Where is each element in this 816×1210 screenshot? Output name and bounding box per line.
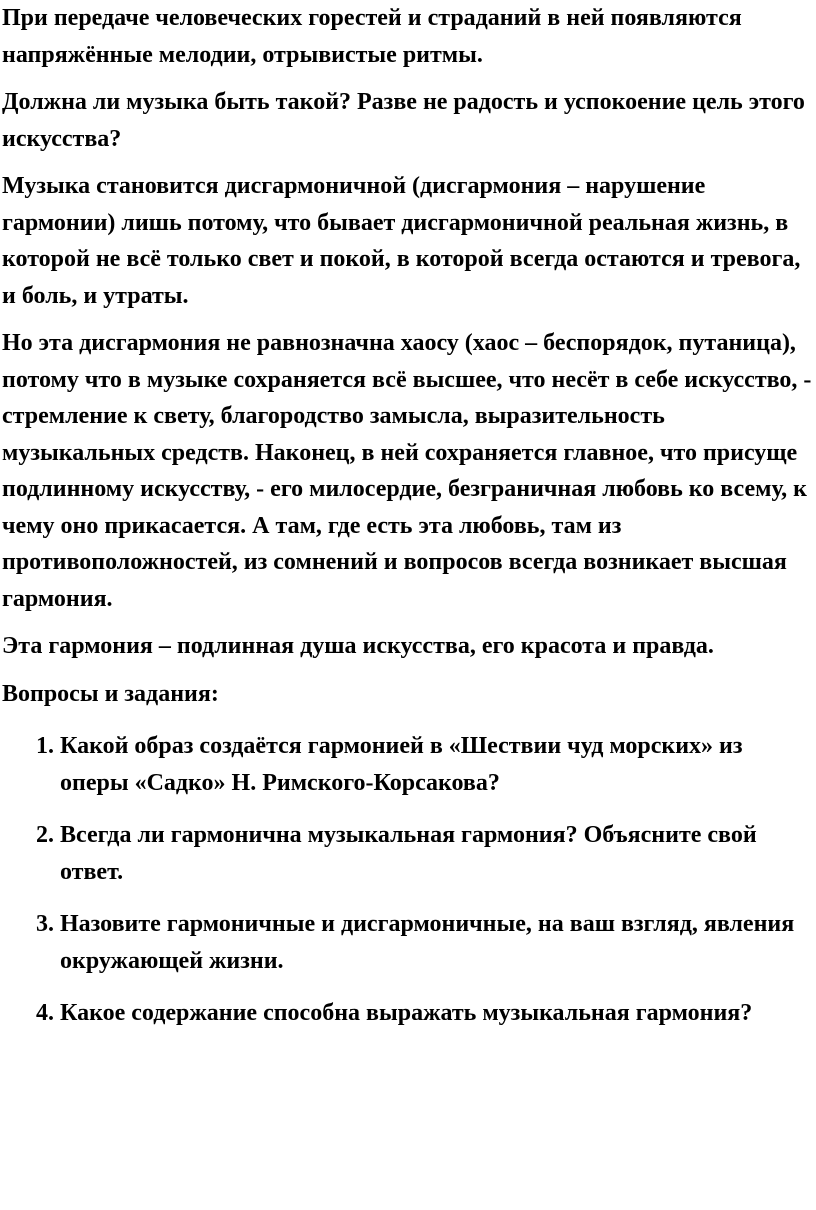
paragraph-2: Должна ли музыка быть такой? Разве не радость и успокоение цель этого искусства?: [2, 89, 805, 152]
question-item-1: [2, 728, 812, 801]
question-text: Какой образ создаётся гармонией в «Шествии чуд морских» из оперы «Садко» Н. Римского-Корсакова?: [60, 733, 743, 796]
question-text: Какое содержание способна выражать музыкальная гармония?: [60, 1000, 753, 1026]
question-item-2: [2, 817, 812, 890]
paragraph-3: Музыка становится дисгармоничной (дисгармония – нарушение гармонии) лишь потому, что бывает дисгармоничной реальная жизнь, в которой не всё только свет и покой, в которой всегда остаются и тревога, и боль, и утраты.: [2, 173, 801, 309]
questions-heading: Вопросы и задания:: [2, 680, 219, 707]
questions-list: [2, 728, 812, 1032]
question-text: Всегда ли гармонична музыкальная гармония? Объясните свой ответ.: [60, 822, 757, 885]
question-number: 1.: [36, 733, 54, 759]
question-item-3: [2, 906, 812, 979]
question-number: 2.: [36, 822, 54, 848]
paragraph-5: Эта гармония – подлинная душа искусства, его красота и правда.: [2, 633, 714, 659]
paragraph-4: Но эта дисгармония не равнозначна хаосу (хаос – беспорядок, путаница), потому что в музыке сохраняется всё высшее, что несёт в себе искусство, - стремление к свету, благородство замысла, выразительность музыкальных средств. Наконец, в ней сохраняется главное, что присуще подлинному искусству, - его милосердие, безграничная любовь ко всему, к чему оно прикасается. А там, где есть эта любовь, там из противоположностей, из сомнений и вопросов всегда возникает высшая гармония.: [2, 330, 812, 612]
question-number: 3.: [36, 911, 54, 937]
question-item-4: [2, 995, 812, 1032]
question-number: 4.: [36, 1000, 54, 1026]
paragraph-1: При передаче человеческих горестей и страданий в ней появляются напряжённые мелодии, отрывистые ритмы.: [2, 5, 742, 68]
question-text: Назовите гармоничные и дисгармоничные, на ваш взгляд, явления окружающей жизни.: [60, 911, 795, 974]
